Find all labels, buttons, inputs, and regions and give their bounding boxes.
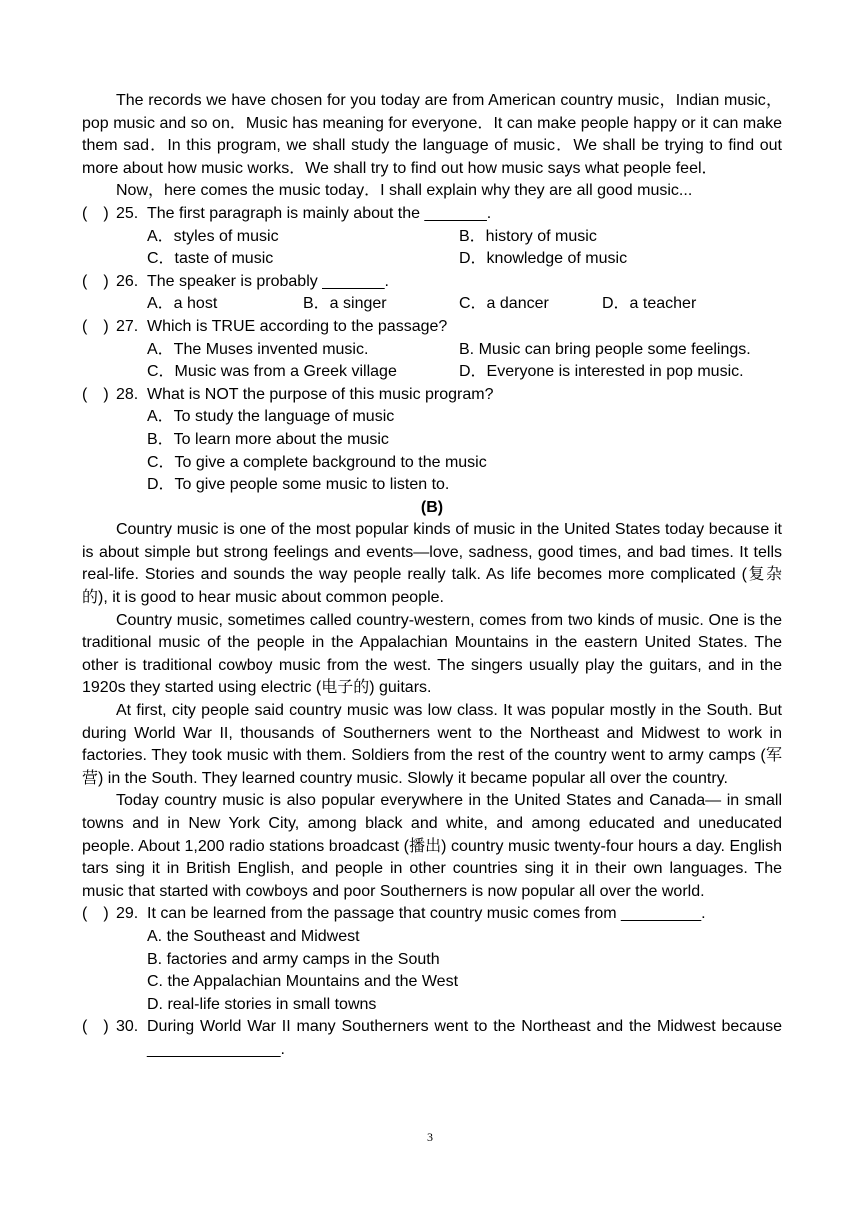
question-number: 25. [116,204,139,222]
option-d: D．Everyone is interested in pop music. [459,363,744,381]
question-26 [82,271,782,316]
option-a: A．a host [147,295,218,313]
passage-b-paragraph-2: Country music, sometimes called country-western, comes from two kinds of music. One is the traditional music of the people in the Appalachian Mountains in the eastern United States. The other is traditional cowboy music from the west. The singers usually play the guitars, and in the 1920s they started using electric (电子的) guitars. [82,611,782,697]
option-b: B. Music can bring people some feelings. [459,340,751,358]
answer-blank: ( ) [82,317,109,335]
option-b: B．history of music [459,227,597,245]
question-number: 27. [116,317,139,335]
question-25 [82,203,782,271]
section-heading: (B) [420,498,444,516]
question-text: It can be learned from the passage that country music comes from _________. [147,905,706,923]
question-text: During World War II many Southerners went to the Northeast and the Midwest because _______________. [147,1018,782,1058]
option-d: D. real-life stories in small towns [147,995,377,1013]
question-30 [82,1016,782,1061]
answer-blank: ( ) [82,272,109,290]
answer-blank: ( ) [82,385,109,403]
passage-a-paragraph-2: Now，here comes the music today．I shall explain why they are all good music... [116,182,693,200]
question-number: 28. [116,385,139,403]
option-d: D．To give people some music to listen to. [147,476,450,494]
passage-a-paragraph-1: The records we have chosen for you today are from American country music，Indian music，pop music and so on．Music has meaning for everyone．It can make people happy or it can make them sad．In this program, we shall study the language of music．We shall be trying to find out more about how music works．We shall try to find out how music says what people feel． [82,92,782,177]
option-a: A. the Southeast and Midwest [147,927,360,945]
document-page [82,90,782,1062]
answer-blank: ( ) [82,204,109,222]
answer-blank: ( ) [82,905,109,923]
option-a: A．The Muses invented music. [147,340,369,358]
answer-blank: ( ) [82,1018,109,1036]
option-b: B．To learn more about the music [147,430,389,448]
option-c: C．taste of music [147,250,274,268]
question-number: 29. [116,905,139,923]
option-c: C．To give a complete background to the music [147,453,487,471]
option-d: D．knowledge of music [459,250,628,268]
question-28 [82,384,782,497]
passage-b-paragraph-4: Today country music is also popular everywhere in the United States and Canada— in small towns and in New York City, among black and white, and among educated and uneducated people. About 1,200 radio stations broadcast (播出) country music twenty-four hours a day. English tars sing it in British English, and people in other countries sing it in their own languages. The music that started with cowboys and poor Southerners is now popular all over the world. [82,792,782,900]
option-a: A．styles of music [147,227,279,245]
question-text: Which is TRUE according to the passage? [147,317,448,335]
question-29 [82,903,782,1016]
question-text: The speaker is probably _______. [147,272,389,290]
option-c: C．Music was from a Greek village [147,363,397,381]
option-a: A．To study the language of music [147,408,395,426]
question-text: What is NOT the purpose of this music program? [147,385,494,403]
option-b: B. factories and army camps in the South [147,950,440,968]
page-number: 3 [427,1130,433,1144]
option-b: B．a singer [303,295,387,313]
passage-b-paragraph-3: At first, city people said country music was low class. It was popular mostly in the South. But during World War II, thousands of Southerners went to the Northeast and Midwest to work in factories. They took music with them. Soldiers from the rest of the country went to army camps (军营) in the South. They learned country music. Slowly it became popular all over the country. [82,702,782,787]
passage-b-paragraph-1: Country music is one of the most popular kinds of music in the United States today because it is about simple but strong feelings and events—love, sadness, good times, and bad times. It tells real-life. Stories and sounds the way people really talk. As life becomes more complicated (复杂的), it is good to hear music about common people. [82,521,782,607]
option-c: C. the Appalachian Mountains and the West [147,973,459,991]
question-number: 26. [116,272,139,290]
option-c: C．a dancer [459,295,549,313]
question-text: The first paragraph is mainly about the _______. [147,204,492,222]
question-number: 30. [116,1018,139,1036]
question-27 [82,316,782,384]
option-d: D．a teacher [602,295,697,313]
